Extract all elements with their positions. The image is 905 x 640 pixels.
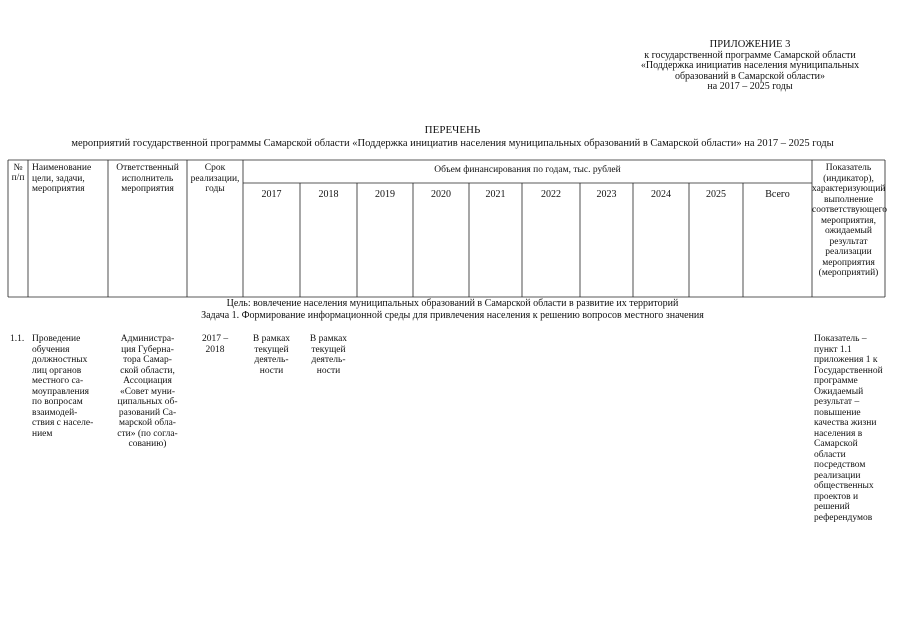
row-funding-2018: В рамках текущей деятель- ности xyxy=(309,334,348,376)
year-header: 2019 xyxy=(375,189,395,200)
appendix-line: «Поддержка инициатив населения муниципальных xyxy=(640,60,860,71)
header-funding: Объем финансирования по годам, тыс. рублей xyxy=(434,165,621,175)
header-indicator: Показатель (индикатор), характеризующий выполнение соответствующего мероприятия, ожидаемый результат реализации мероприятия (мероприятий) xyxy=(812,163,887,278)
row-name: Проведение обучения должностных лиц органов местного са- моуправления по вопросам взаимодей- ствия с населе- нием xyxy=(32,334,94,439)
year-header-total: Всего xyxy=(765,189,790,200)
header-num: № п/п xyxy=(11,163,25,183)
year-header: 2022 xyxy=(541,189,561,200)
year-header: 2017 xyxy=(261,189,282,200)
appendix-line: к государственной программе Самарской области xyxy=(644,49,856,61)
header-executor: Ответственный исполнитель мероприятия xyxy=(116,163,179,194)
year-header: 2021 xyxy=(485,189,506,200)
year-header: 2020 xyxy=(431,189,451,200)
row-executor: Администра- ция Губерна- тора Самар- ской области, Ассоциация «Совет муни- ципальных об- разований Са- марской обла- сти» (по согла- сованию) xyxy=(117,334,178,449)
appendix-line: образований в Самарской области» xyxy=(674,70,826,82)
appendix-block xyxy=(560,40,905,93)
row-indicator: Показатель – пункт 1.1 приложения 1 к Государственной программе Ожидаемый результат – повышение качества жизни населения в Самарской области посредством реализации общественных проектов и решений референдумов xyxy=(814,334,883,523)
year-header: 2023 xyxy=(596,189,617,200)
row-num: 1.1. xyxy=(10,334,25,344)
appendix-line: на 2017 – 2025 годы xyxy=(707,81,793,92)
goal-text: Цель: вовлечение населения муниципальных образований в Самарской области в развитие их территорий xyxy=(226,298,679,309)
document-title: ПЕРЕЧЕНЬ xyxy=(424,124,481,136)
appendix-title: ПРИЛОЖЕНИЕ 3 xyxy=(709,39,791,50)
year-header: 2018 xyxy=(318,189,339,200)
task-text: Задача 1. Формирование информационной среды для привлечения населения к решению вопросов местного значения xyxy=(201,310,704,321)
header-period: Срок реализации, годы xyxy=(190,163,240,194)
document-subtitle: мероприятий государственной программы Самарской области «Поддержка инициатив населения муниципальных образований в Самарской области» на 2017 – 2025 годы xyxy=(71,138,834,149)
header-name: Наименование цели, задачи, мероприятия xyxy=(32,163,92,194)
row-period: 2017 – 2018 xyxy=(201,334,229,355)
row-funding-2017: В рамках текущей деятель- ности xyxy=(252,334,291,376)
year-header: 2025 xyxy=(706,189,726,200)
year-header: 2024 xyxy=(651,189,671,200)
